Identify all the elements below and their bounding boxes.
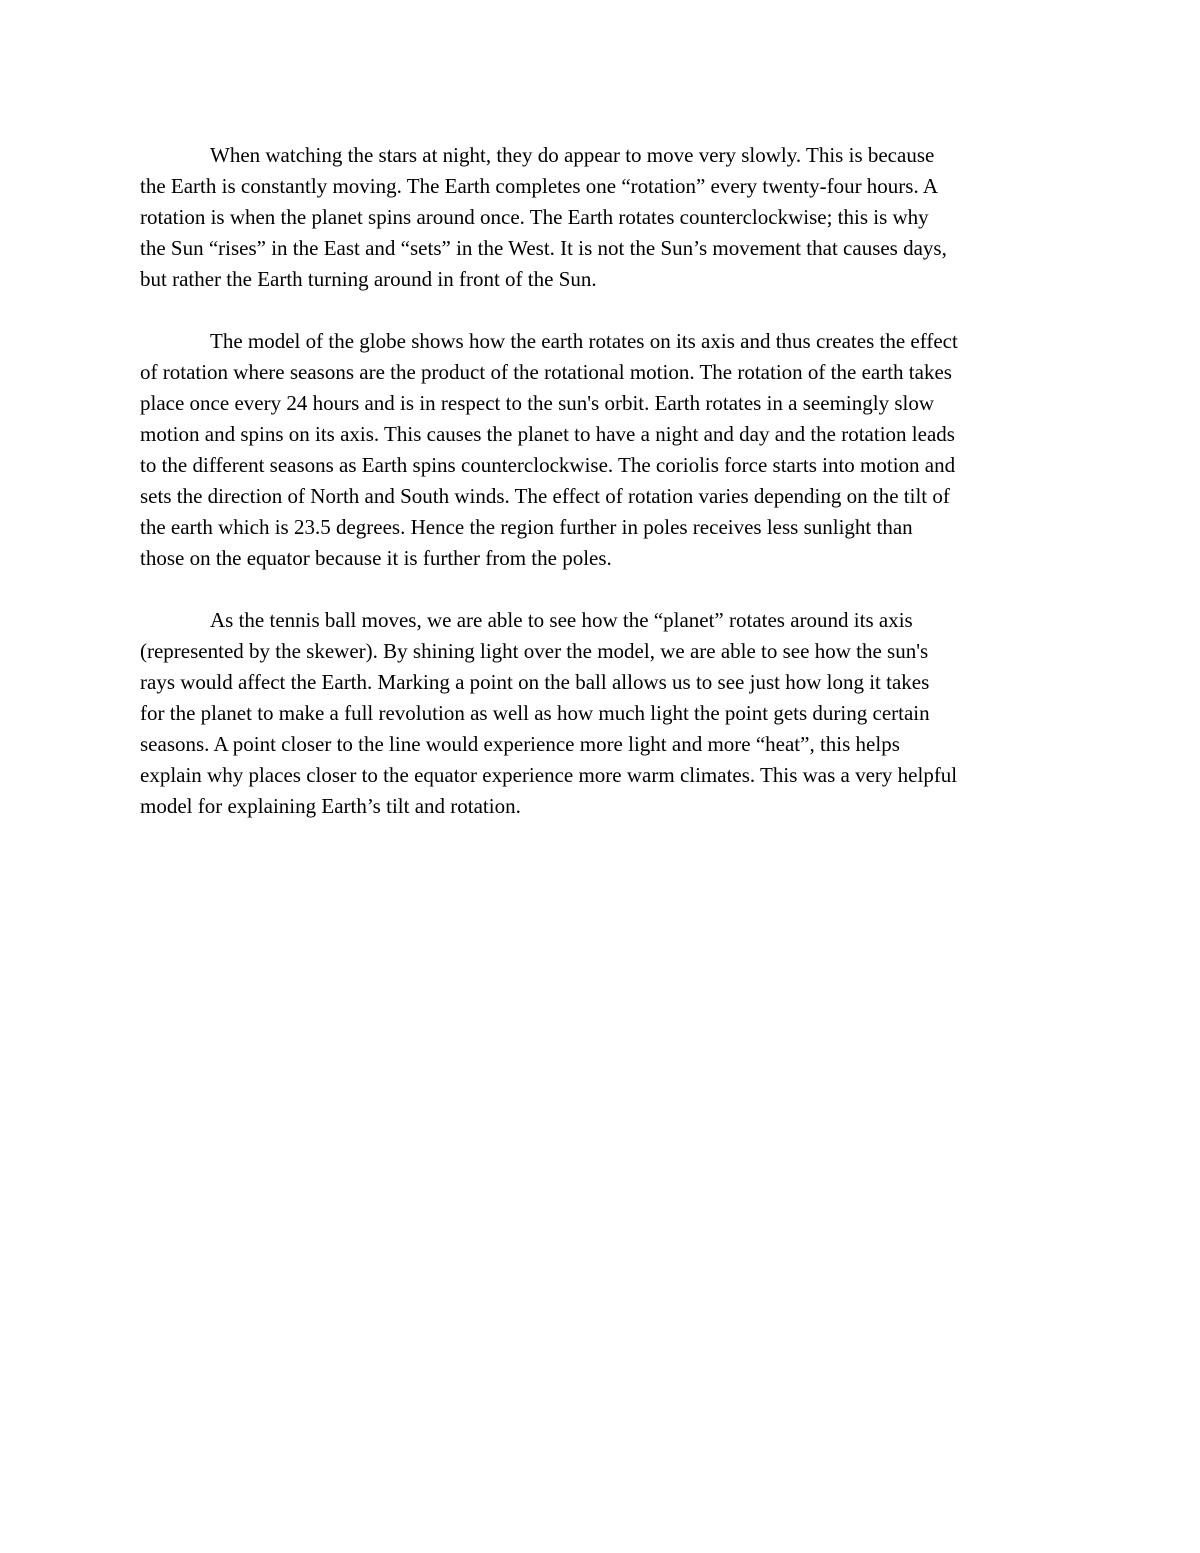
- text-line: (represented by the skewer). By shining light over the model, we are able to see how the sun's: [140, 639, 929, 663]
- text-line: explain why places closer to the equator experience more warm climates. This was a very helpful: [140, 763, 958, 787]
- text-line: the earth which is 23.5 degrees. Hence the region further in poles receives less sunlight than: [140, 515, 913, 539]
- paragraph-1: [140, 140, 1065, 295]
- text-line: the Earth is constantly moving. The Earth completes one “rotation” every twenty-four hours. A: [140, 174, 938, 198]
- text-line: When watching the stars at night, they do appear to move very slowly. This is because: [210, 143, 935, 167]
- text-line: the Sun “rises” in the East and “sets” in the West. It is not the Sun’s movement that causes days,: [140, 236, 947, 260]
- text-line: As the tennis ball moves, we are able to see how the “planet” rotates around its axis: [210, 608, 913, 632]
- paragraph-spacer: [140, 574, 1065, 605]
- text-line: motion and spins on its axis. This causes the planet to have a night and day and the rotation leads: [140, 422, 955, 446]
- text-line: rotation is when the planet spins around once. The Earth rotates counterclockwise; this is why: [140, 205, 929, 229]
- paragraph-2: [140, 326, 1065, 574]
- text-line: but rather the Earth turning around in front of the Sun.: [140, 267, 597, 291]
- text-line: sets the direction of North and South winds. The effect of rotation varies depending on the tilt of: [140, 484, 950, 508]
- text-line: of rotation where seasons are the product of the rotational motion. The rotation of the earth takes: [140, 360, 952, 384]
- text-line: seasons. A point closer to the line would experience more light and more “heat”, this helps: [140, 732, 900, 756]
- paragraph-spacer: [140, 295, 1065, 326]
- text-line: rays would affect the Earth. Marking a point on the ball allows us to see just how long it takes: [140, 670, 930, 694]
- text-line: model for explaining Earth’s tilt and rotation.: [140, 794, 521, 818]
- document-body: [140, 140, 1065, 822]
- text-line: for the planet to make a full revolution as well as how much light the point gets during certain: [140, 701, 930, 725]
- text-line: to the different seasons as Earth spins counterclockwise. The coriolis force starts into motion and: [140, 453, 956, 477]
- text-line: The model of the globe shows how the earth rotates on its axis and thus creates the effect: [210, 329, 958, 353]
- paragraph-3: [140, 605, 1065, 822]
- text-line: those on the equator because it is further from the poles.: [140, 546, 612, 570]
- text-line: place once every 24 hours and is in respect to the sun's orbit. Earth rotates in a seemingly slow: [140, 391, 934, 415]
